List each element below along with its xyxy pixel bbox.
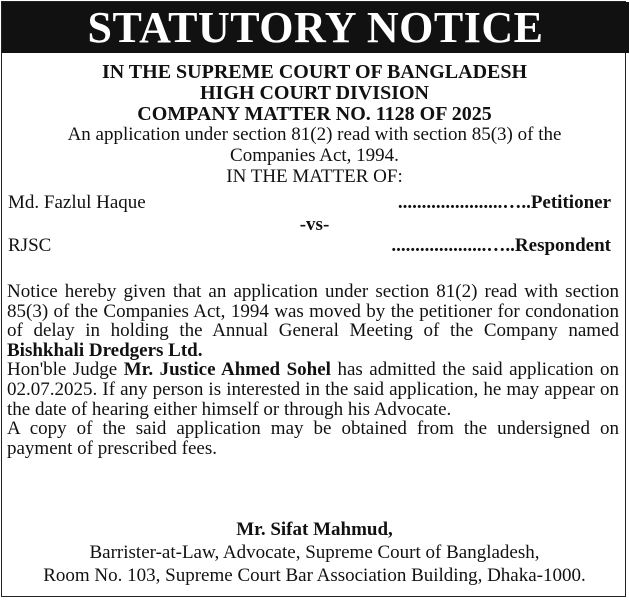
notice-paragraph-1 — [7, 282, 619, 360]
judge-prefix: Hon'ble Judge — [7, 359, 124, 381]
matter-heading: IN THE MATTER OF: — [226, 166, 403, 187]
petitioner-role: ......................…..Petitioner — [397, 192, 611, 213]
company-name: Bishkhali Dredgers Ltd. — [7, 339, 203, 361]
versus-label: -vs- — [299, 214, 330, 235]
case-number: COMPANY MATTER NO. 1128 OF 2025 — [137, 103, 492, 125]
notice-text: Notice hereby given that an application under section 81(2) read with section 85(3) of the Companies Act, 1994 was moved by the petitioner for condonation of delay in holding the Annual General Meeting of the Company named — [7, 281, 619, 342]
notice-paragraph-2 — [7, 360, 619, 419]
signatory-address: Room No. 103, Supreme Court Bar Association Building, Dhaka-1000. — [43, 565, 586, 586]
court-division: HIGH COURT DIVISION — [200, 82, 429, 104]
notice-body — [7, 282, 619, 458]
judge-name: Mr. Justice Ahmed Sohel — [123, 359, 331, 381]
application-line-2: Companies Act, 1994. — [230, 145, 399, 166]
petitioner-name: Md. Fazlul Haque — [8, 192, 146, 213]
signatory-name: Mr. Sifat Mahmud, — [236, 519, 393, 540]
notice-title: STATUTORY NOTICE — [2, 2, 629, 53]
admission-text: has admitted the said application on 02.07.2025. If any person is interested in the said application, he may appear on the date of hearing either himself or through his Advocate. — [7, 359, 620, 420]
signatory-title: Barrister-at-Law, Advocate, Supreme Court of Bangladesh, — [89, 542, 540, 563]
application-line-1: An application under section 81(2) read with section 85(3) of the — [67, 124, 562, 145]
respondent-role: ....................…..Respondent — [391, 235, 611, 256]
court-name: IN THE SUPREME COURT OF BANGLADESH — [101, 61, 528, 83]
respondent-name: RJSC — [8, 235, 52, 256]
notice-paragraph-3: A copy of the said application may be obtained from the undersigned on payment of prescribed fees. — [7, 418, 619, 459]
